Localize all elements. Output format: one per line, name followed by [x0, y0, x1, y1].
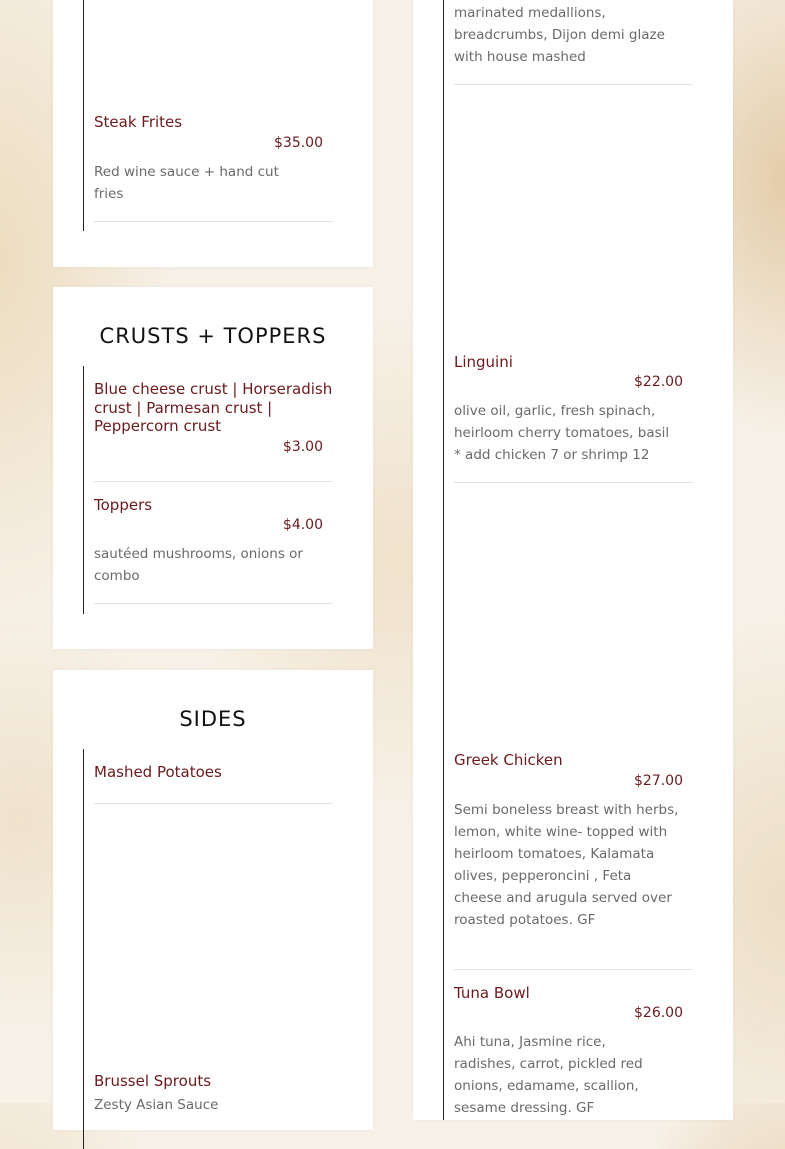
- item-divider: [454, 84, 693, 85]
- menu-item-price: $27.00: [634, 773, 683, 789]
- section-title: CRUSTS + TOPPERS: [99, 324, 327, 348]
- menu-item-name: Steak Frites: [94, 113, 183, 131]
- card-accent-line: [83, 0, 84, 231]
- menu-item-name: Mashed Potatoes: [94, 763, 222, 781]
- item-divider: [94, 603, 333, 604]
- sides-card: [53, 670, 373, 1130]
- menu-item-description: Red wine sauce + hand cut fries: [94, 164, 279, 202]
- menu-item-price: $35.00: [274, 135, 323, 151]
- entrees-card: [413, 0, 733, 1120]
- menu-item-price: $22.00: [634, 374, 683, 390]
- menu-item-name: Tuna Bowl: [454, 984, 530, 1002]
- menu-item-description: marinated medallions, breadcrumbs, Dijon demi glaze with house mashed: [454, 5, 665, 65]
- crusts-toppers-card: [53, 287, 373, 649]
- item-divider: [94, 481, 333, 482]
- menu-item-price: $26.00: [634, 1005, 683, 1021]
- menu-item-description: Semi boneless breast with herbs, lemon, white wine- topped with heirloom tomatoes, Kalamata olives, pepperoncini , Feta cheese and arugula served over roasted potatoes. GF: [454, 802, 679, 928]
- item-divider: [94, 803, 333, 804]
- menu-item-name: Brussel Sprouts: [94, 1072, 212, 1090]
- menu-item-description: sautéed mushrooms, onions or combo: [94, 546, 303, 584]
- menu-item-name: Toppers: [94, 496, 153, 514]
- menu-item-description: olive oil, garlic, fresh spinach, heirloom cherry tomatoes, basil * add chicken 7 or shrimp 12: [454, 403, 670, 463]
- item-divider: [454, 482, 693, 483]
- menu-item-name: Blue cheese crust | Horseradish crust | Parmesan crust | Peppercorn crust: [94, 380, 333, 435]
- menu-item-price: $3.00: [282, 439, 323, 455]
- steak-card: [53, 0, 373, 267]
- menu-item-description: Zesty Asian Sauce: [94, 1097, 219, 1113]
- menu-item-name: Linguini: [454, 353, 513, 371]
- card-accent-line: [83, 366, 84, 614]
- menu-item-name: Greek Chicken: [454, 751, 563, 769]
- card-accent-line: [443, 0, 444, 1120]
- menu-item-description: Ahi tuna, Jasmine rice, radishes, carrot, pickled red onions, edamame, scallion, sesame dressing. GF: [454, 1034, 643, 1116]
- item-divider: [454, 969, 693, 970]
- card-accent-line: [83, 749, 84, 1149]
- section-title: SIDES: [179, 707, 247, 731]
- menu-item-price: $4.00: [282, 517, 323, 533]
- item-divider: [94, 221, 333, 222]
